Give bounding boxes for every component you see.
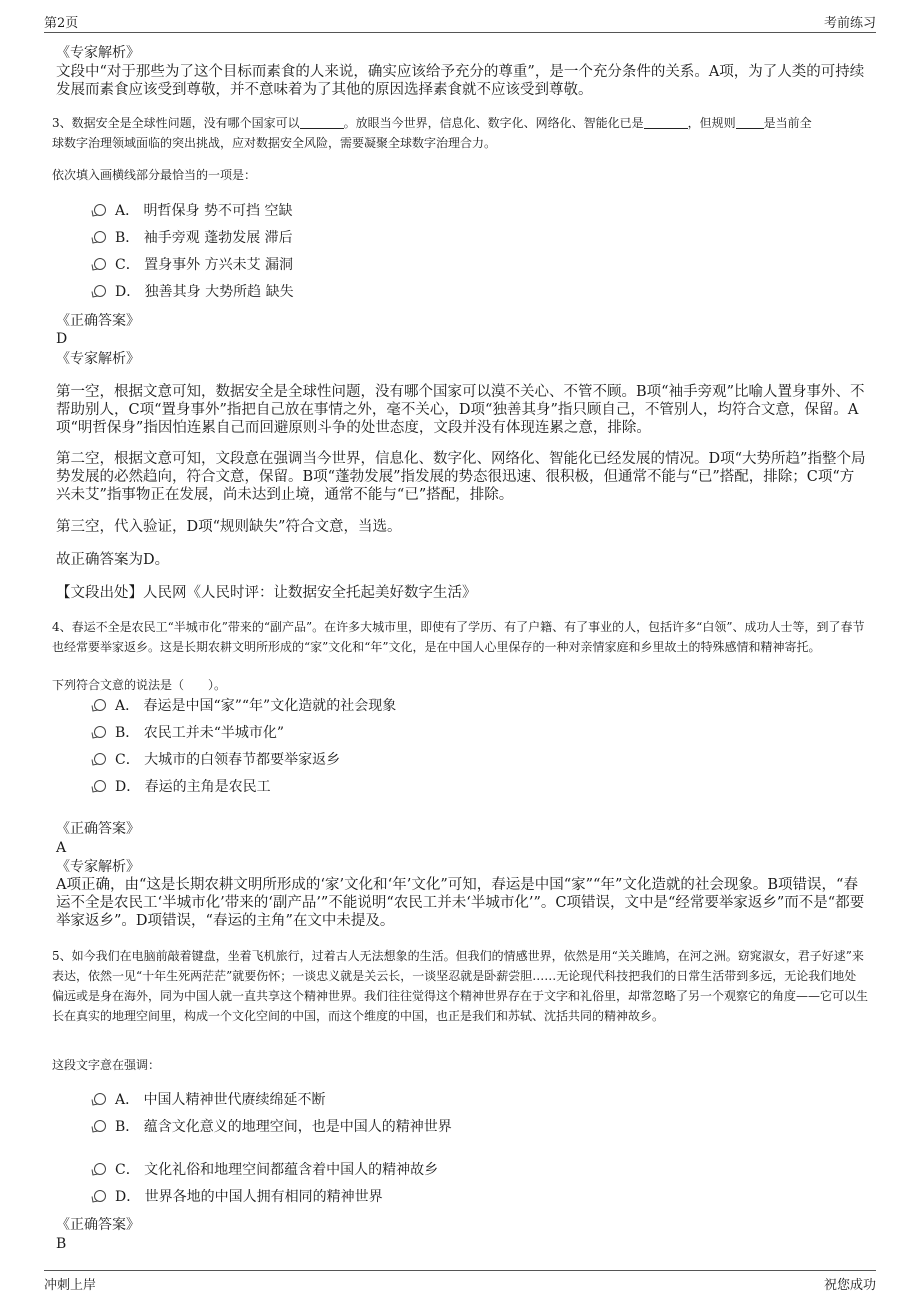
radio-icon[interactable] [94,1120,106,1132]
radio-icon[interactable] [94,231,106,243]
radio-icon[interactable] [94,1190,106,1202]
option-a[interactable]: A． 春运是中国“家”“年”文化造就的社会现象 [94,696,396,716]
radio-icon[interactable] [94,780,106,792]
radio-icon[interactable] [94,726,106,738]
question-5-stem: 5、如今我们在电脑前敲着键盘，坐着飞机旅行，过着古人无法想象的生活。但我们的情感世界，依然是用“关关雎鸠，在河之洲。窈窕淑女，君子好逑”来表达，依然一见“十年生死两茫茫”就要伤怀；一谈忠义就是关云长，一谈坚忍就是卧薪尝胆……无论现代科技把我们的日常生活带到多远，无论我们地处偏远或是身在海外，同为中国人就一直共享这个精神世界。我们往往觉得这个精神世界存在于文字和礼俗里，却常忽略了另一个观察它的角度——它可以生长在真实的地理空间里，构成一个文化空间的中国，而这个维度的中国，也正是我们和苏轼、沈括共同的精神故乡。 [52,949,869,1023]
option-d[interactable]: D． 独善其身 大势所趋 缺失 [94,282,294,302]
answer-label: 《正确答案》 [56,313,140,329]
page-footer [44,1270,876,1297]
option-c[interactable]: C． 文化礼俗和地理空间都蕴含着中国人的精神故乡 [94,1160,438,1180]
radio-icon[interactable] [94,285,106,297]
explanation-paragraph: 第二空，根据文意可知，文段意在强调当今世界，信息化、数字化、网络化、智能化已经发展的情况。D项“大势所趋”指整个局势发展的必然趋向，符合文意，保留。B项“蓬勃发展”指发展的势态很迅速、很积极，但通常不能与“已”搭配，排除；C项“方兴未艾”指事物正在发展，尚未达到止境，通常不能与“已”搭配，排除。 [56,451,866,503]
answer-label: 《正确答案》 [56,1217,140,1233]
radio-icon[interactable] [94,1163,106,1175]
fill-blank [300,116,344,129]
header-title: 考前练习 [823,16,876,31]
expert-label: 《专家解析》 [56,45,140,61]
footer-right-text: 祝您成功 [823,1278,876,1293]
radio-icon[interactable] [94,204,106,216]
radio-icon[interactable] [94,1093,106,1105]
option-d[interactable]: D． 春运的主角是农民工 [94,777,271,797]
question-5-prompt: 这段文字意在强调： [52,1058,161,1072]
option-a[interactable]: A． 中国人精神世代赓续绵延不断 [94,1090,326,1110]
radio-icon[interactable] [94,699,106,711]
explanation-text: 文段中“对于那些为了这个目标而素食的人来说，确实应该给予充分的尊重”，是一个充分条件的关系。A项，为了人类的可持续发展而素食应该受到尊敬，并不意味着为了其他的原因选择素食就不应该受到尊敬。 [56,64,865,98]
expert-label: 《专家解析》 [56,859,140,875]
footer-left-text: 冲刺上岸 [44,1278,97,1293]
option-b[interactable]: B． 袖手旁观 蓬勃发展 滞后 [94,228,293,248]
explanation-paragraph: 故正确答案为D。 [56,552,170,568]
fill-blank [736,116,764,129]
explanation-paragraph: 第一空，根据文意可知，数据安全是全球性问题，没有哪个国家可以漠不关心、不管不顾。B项“袖手旁观”比喻人置身事外、不帮助别人，C项“置身事外”指把自己放在事情之外，毫不关心，D项“独善其身”指只顾自己，不管别人，均符合文意，保留。A项“明哲保身”指因怕连累自己而回避原则斗争的处世态度，文段并没有体现连累之意，排除。 [56,384,865,436]
explanation-text: A项正确，由“这是长期农耕文明所形成的‘家’文化和‘年’文化”可知，春运是中国“家”“年”文化造就的社会现象。B项错误，“春运不全是农民工‘半城市化’带来的‘副产品’”不能说明“农民工并未‘半城市化’”。C项错误，文中是“经常要举家返乡”而不是“都要举家返乡”。D项错误，“春运的主角”在文中未提及。 [56,877,865,929]
question-4-prompt: 下列符合文意的说法是（ ）。 [52,678,227,692]
page-header [44,10,876,33]
correct-answer: A [56,840,67,856]
correct-answer: B [56,1236,67,1252]
correct-answer: D [56,331,68,347]
explanation-paragraph: 第三空，代入验证，D项“规则缺失”符合文意，当选。 [56,519,402,535]
option-b[interactable]: B． 农民工并未“半城市化” [94,723,284,743]
option-b[interactable]: B． 蕴含文化意义的地理空间，也是中国人的精神世界 [94,1117,452,1137]
question-3-prompt: 依次填入画横线部分最恰当的一项是： [52,168,257,182]
expert-label: 《专家解析》 [56,351,140,367]
option-c[interactable]: C． 大城市的白领春节都要举家返乡 [94,750,340,770]
option-c[interactable]: C． 置身事外 方兴未艾 漏洞 [94,255,293,275]
page-number: 第2页 [44,16,79,31]
option-d[interactable]: D． 世界各地的中国人拥有相同的精神世界 [94,1187,383,1207]
answer-label: 《正确答案》 [56,821,140,837]
question-3-stem: 3、数据安全是全球性问题，没有哪个国家可以 。放眼当今世界，信息化、数字化、网络化、智能化已是 ，但规则 是当前全 球数字治理领域面临的突出挑战，应对数据安全风险，需要凝聚全球数字治理合力。 [52,116,812,150]
question-4-stem: 4、春运不全是农民工“半城市化”带来的“副产品”。在许多大城市里，即使有了学历、有了户籍、有了事业的人，包括许多“白领”、成功人士等，到了春节也经常要举家返乡。这是长期农耕文明所形成的“家”文化和“年”文化，是在中国人心里保存的一种对亲情家庭和乡里故土的特殊感情和精神寄托。 [52,620,865,654]
option-a[interactable]: A． 明哲保身 势不可挡 空缺 [94,201,292,221]
source-citation: 【文段出处】人民网《人民时评：让数据安全托起美好数字生活》 [56,585,477,601]
radio-icon[interactable] [94,753,106,765]
fill-blank [644,116,688,129]
radio-icon[interactable] [94,258,106,270]
